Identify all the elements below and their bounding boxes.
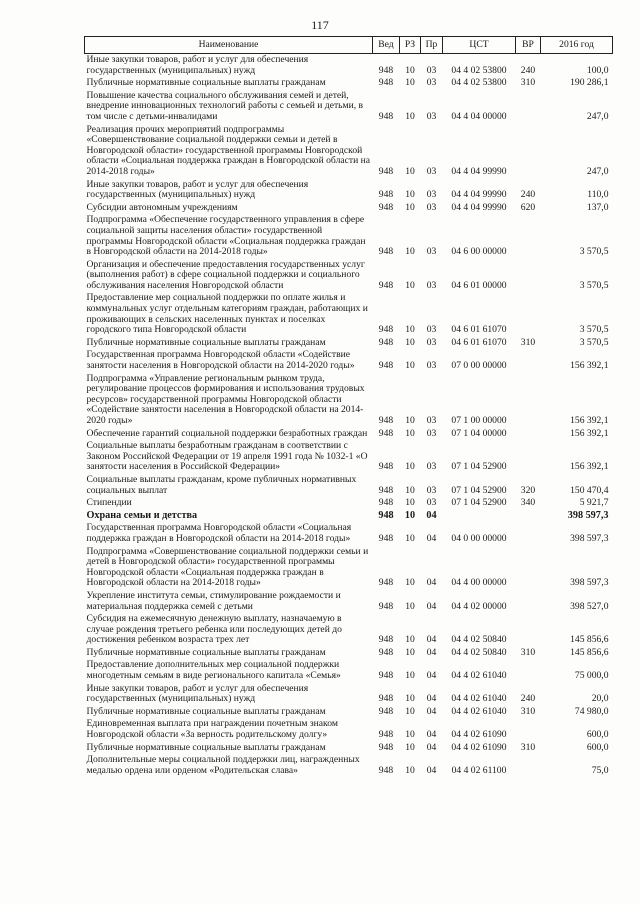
row-rz: 10 xyxy=(405,670,415,682)
row-rz: 10 xyxy=(405,577,415,589)
row-amount: 3 570,5 xyxy=(579,324,609,336)
table-row xyxy=(85,54,613,78)
row-amount: 3 570,5 xyxy=(579,336,609,348)
row-rz: 10 xyxy=(405,279,415,291)
row-amount: 190 286,1 xyxy=(570,77,609,89)
table-row xyxy=(85,742,613,755)
row-cst: 04 6 01 61070 xyxy=(451,324,507,336)
row-name: Подпрограмма «Совершенствование социальной поддержки семьи и детей в Новгородской области» государственной программы Новгородской области «Социальная поддержка граждан в Новгородской области на 2014-2018 годы» xyxy=(86,545,369,589)
row-name: Охрана семьи и детства xyxy=(86,509,198,521)
row-cst: 04 4 02 61100 xyxy=(451,764,507,776)
row-vr: 310 xyxy=(520,77,536,89)
row-cst: 04 4 02 00000 xyxy=(451,600,507,612)
row-name: Иные закупки товаров, работ и услуг для обеспечения государственных (муниципальных) нужд xyxy=(86,54,309,76)
row-vr: 310 xyxy=(520,705,536,717)
row-name: Социальные выплаты гражданам, кроме публичных нормативных социальных выплат xyxy=(86,473,357,496)
row-cst: 07 1 00 00000 xyxy=(451,415,507,426)
row-ved: 948 xyxy=(378,415,394,426)
row-rz: 10 xyxy=(405,634,415,646)
row-vr xyxy=(516,259,541,293)
row-vr xyxy=(516,659,541,682)
row-pr: 04 xyxy=(426,729,437,741)
row-amount: 74 980,0 xyxy=(574,705,609,717)
row-pr: 04 xyxy=(426,693,437,705)
row-pr: 04 xyxy=(426,646,437,658)
row-vr xyxy=(516,510,541,523)
row-rz: 10 xyxy=(405,427,415,439)
row-name: Субсидия на ежемесячную денежную выплату, назначаемую в случае рождения третьего ребенка или последующих детей до достижения ребенком возраста трех лет xyxy=(86,613,342,646)
row-rz: 10 xyxy=(405,532,415,544)
row-pr: 03 xyxy=(426,484,437,496)
row-name: Подпрограмма «Управление региональным рынком труда, регулирование процессов формирования и использования трудовых ресурсов» государственной программы Новгородской области «Содействие занятости населения в Новгородской области на 2014-2020 годы» xyxy=(86,372,365,426)
table-row xyxy=(85,510,613,523)
row-vr: 310 xyxy=(520,336,536,348)
row-vr xyxy=(516,428,541,441)
row-amount: 110,0 xyxy=(587,189,609,201)
row-name: Укрепление института семьи, стимулирование рождаемости и материальная поддержка семей с детьми xyxy=(86,589,341,612)
row-amount: 247,0 xyxy=(586,165,609,177)
header-pr: Пр xyxy=(421,37,443,54)
row-pr: 03 xyxy=(426,64,437,76)
table-row xyxy=(85,754,613,777)
row-ved: 948 xyxy=(378,360,394,372)
table-row xyxy=(85,522,613,545)
row-ved: 948 xyxy=(378,670,394,682)
row-cst: 04 4 02 61090 xyxy=(451,741,507,753)
row-ved: 948 xyxy=(378,764,394,776)
table-row xyxy=(85,202,613,215)
row-cst: 07 0 00 00000 xyxy=(451,360,507,372)
row-name: Субсидии автономным учреждениям xyxy=(86,201,238,213)
row-cst: 04 4 02 50840 xyxy=(451,634,507,646)
row-cst: 07 1 04 00000 xyxy=(451,427,507,439)
row-vr: 340 xyxy=(520,497,536,509)
row-vr xyxy=(516,613,541,647)
table-row xyxy=(85,659,613,682)
table-row xyxy=(85,90,613,124)
row-pr: 04 xyxy=(426,705,437,717)
table-row xyxy=(85,349,613,372)
row-vr xyxy=(516,590,541,613)
row-amount: 600,0 xyxy=(586,741,609,753)
row-rz: 10 xyxy=(405,764,415,776)
table-row xyxy=(85,706,613,719)
row-ved: 948 xyxy=(378,246,394,258)
row-pr: 03 xyxy=(426,360,437,372)
row-rz: 10 xyxy=(405,336,415,348)
table-header-row xyxy=(85,37,613,54)
row-vr xyxy=(516,292,541,336)
row-rz: 10 xyxy=(405,741,415,753)
row-name: Государственная программа Новгородской области «Социальная поддержка граждан в Новгородской области на 2014-2018 годы» xyxy=(86,522,352,544)
row-pr: 04 xyxy=(426,741,437,753)
row-cst: 04 6 00 00000 xyxy=(451,246,507,258)
row-cst: 07 1 04 52900 xyxy=(451,461,507,473)
row-amount: 3 570,5 xyxy=(579,279,609,291)
row-cst: 04 4 04 99990 xyxy=(451,189,507,201)
row-cst: 04 4 00 00000 xyxy=(451,577,507,589)
row-amount: 156 392,1 xyxy=(570,461,609,473)
row-name: Публичные нормативные социальные выплаты гражданам xyxy=(86,741,326,753)
table-row xyxy=(85,590,613,613)
row-cst: 04 4 02 53800 xyxy=(451,64,507,76)
row-vr: 320 xyxy=(520,484,536,496)
row-ved: 948 xyxy=(378,279,394,291)
table-row xyxy=(85,647,613,660)
row-rz: 10 xyxy=(405,729,415,741)
row-pr: 03 xyxy=(426,279,437,291)
row-vr xyxy=(516,124,541,179)
row-rz: 10 xyxy=(405,189,415,201)
row-vr: 620 xyxy=(520,201,536,213)
row-pr: 03 xyxy=(426,415,437,426)
row-amount: 156 392,1 xyxy=(570,415,609,426)
row-name: Публичные нормативные социальные выплаты гражданам xyxy=(86,646,326,658)
row-vr: 310 xyxy=(520,741,536,753)
row-cst: 04 4 02 61090 xyxy=(451,729,507,741)
row-cst: 04 4 04 00000 xyxy=(451,110,507,122)
row-cst: 04 6 01 00000 xyxy=(451,279,507,291)
row-cst: 04 4 02 61040 xyxy=(451,670,507,682)
row-vr: 310 xyxy=(520,646,536,658)
row-rz: 10 xyxy=(405,693,415,705)
row-amount: 247,0 xyxy=(586,110,609,122)
row-amount: 75 000,0 xyxy=(574,670,609,682)
row-amount: 20,0 xyxy=(591,693,609,705)
table-row xyxy=(85,718,613,741)
row-name: Предоставление мер социальной поддержки по оплате жилья и коммунальных услуг отдельным категориям граждан, работающих и проживающих в сельских населенных пунктах и поселках городского типа Новгородской области xyxy=(86,292,368,336)
row-pr: 04 xyxy=(426,532,437,544)
row-pr: 03 xyxy=(426,461,437,473)
row-ved: 948 xyxy=(378,427,394,439)
row-cst: 04 4 02 61040 xyxy=(451,693,507,705)
header-cst: ЦСТ xyxy=(443,37,516,54)
row-pr: 03 xyxy=(426,189,437,201)
row-rz: 10 xyxy=(404,509,416,521)
row-pr: 03 xyxy=(426,427,437,439)
row-ved: 948 xyxy=(378,189,394,201)
row-name: Предоставление дополнительных мер социальной поддержки многодетным семьям в виде регионального капитала «Семья» xyxy=(86,659,341,682)
row-vr xyxy=(516,546,541,590)
row-pr: 03 xyxy=(426,336,437,348)
table-row xyxy=(85,428,613,441)
table-row xyxy=(85,259,613,293)
row-name: Иные закупки товаров, работ и услуг для обеспечения государственных (муниципальных) нужд xyxy=(86,682,309,705)
row-vr xyxy=(516,718,541,741)
row-rz: 10 xyxy=(405,484,415,496)
row-ved: 948 xyxy=(378,461,394,473)
row-rz: 10 xyxy=(405,246,415,258)
row-rz: 10 xyxy=(405,461,415,473)
table-row xyxy=(85,497,613,510)
row-vr xyxy=(516,440,541,474)
row-cst: 07 1 04 52900 xyxy=(451,484,507,496)
row-ved: 948 xyxy=(378,77,394,89)
row-pr: 03 xyxy=(426,497,437,509)
row-vr xyxy=(516,214,541,258)
row-ved: 948 xyxy=(378,705,394,717)
row-ved: 948 xyxy=(378,729,394,741)
row-amount: 3 570,5 xyxy=(579,246,609,258)
page-number: 117 xyxy=(311,18,329,32)
table-row xyxy=(85,214,613,258)
row-rz: 10 xyxy=(405,110,415,122)
row-amount: 156 392,1 xyxy=(570,360,609,372)
row-pr: 04 xyxy=(426,670,437,682)
row-amount: 150 470,4 xyxy=(570,484,609,496)
row-cst: 04 4 02 53800 xyxy=(451,77,507,89)
table-row xyxy=(85,179,613,202)
table-row xyxy=(85,474,613,497)
header-vr: ВР xyxy=(516,37,541,54)
row-rz: 10 xyxy=(405,646,415,658)
row-name: Единовременная выплата при награждении почетным знаком Новгородской области «За верность родительскому долгу» xyxy=(86,718,338,741)
row-amount: 137,0 xyxy=(586,201,609,213)
row-name: Социальные выплаты безработным гражданам в соответствии с Законом Российской Федерации от 19 апреля 1991 года № 1032-1 «О занятости населения в Российской Федерации» xyxy=(86,440,368,473)
row-pr: 03 xyxy=(426,246,437,258)
row-name: Публичные нормативные социальные выплаты гражданам xyxy=(86,705,326,717)
row-pr: 03 xyxy=(426,77,437,89)
row-cst: 04 0 00 00000 xyxy=(451,532,507,544)
row-amount: 398 527,0 xyxy=(570,600,609,612)
row-rz: 10 xyxy=(405,497,415,509)
table-row xyxy=(85,683,613,706)
row-rz: 10 xyxy=(405,600,415,612)
row-ved: 948 xyxy=(378,693,394,705)
row-ved: 948 xyxy=(378,634,394,646)
row-name: Организация и обеспечение предоставления государственных услуг (выполнения работ) в сфере социальной поддержки и социального обслуживания населения Новгородской области xyxy=(86,258,365,291)
row-ved: 948 xyxy=(378,741,394,753)
row-ved: 948 xyxy=(378,324,394,336)
row-ved: 948 xyxy=(378,577,394,589)
row-pr: 03 xyxy=(426,324,437,336)
row-amount: 398 597,3 xyxy=(567,509,609,521)
row-rz: 10 xyxy=(405,324,415,336)
row-cst: 04 4 04 99990 xyxy=(451,165,507,177)
row-cst xyxy=(443,510,516,523)
row-vr: 240 xyxy=(520,189,536,201)
row-ved: 948 xyxy=(378,165,394,177)
row-name: Государственная программа Новгородской области «Содействие занятости населения в Новгородской области на 2014-2020 годы» xyxy=(86,349,355,372)
row-rz: 10 xyxy=(405,64,415,76)
row-amount: 145 856,6 xyxy=(570,646,609,658)
row-vr xyxy=(516,754,541,777)
row-rz: 10 xyxy=(405,77,415,89)
row-rz: 10 xyxy=(405,415,415,426)
row-vr xyxy=(516,90,541,124)
table-row xyxy=(85,373,613,428)
header-name: Наименование xyxy=(85,37,373,54)
budget-table xyxy=(84,36,613,777)
row-vr: 240 xyxy=(520,64,536,76)
row-pr: 04 xyxy=(426,600,437,612)
header-rz: РЗ xyxy=(400,37,421,54)
row-amount: 398 597,3 xyxy=(570,577,609,589)
row-amount: 5 921,7 xyxy=(579,497,609,509)
row-name: Дополнительные меры социальной поддержки лиц, награжденных медалью ордена или орденом «Родительская слава» xyxy=(86,754,360,776)
row-amount: 75,0 xyxy=(591,764,609,776)
row-vr xyxy=(516,373,541,428)
row-amount: 600,0 xyxy=(586,729,609,741)
row-ved: 948 xyxy=(378,336,394,348)
row-cst: 04 4 04 99990 xyxy=(451,201,507,213)
row-amount: 100,0 xyxy=(586,64,609,76)
row-vr: 240 xyxy=(520,693,536,705)
table-row xyxy=(85,292,613,336)
row-amount: 156 392,1 xyxy=(570,427,609,439)
row-name: Обеспечение гарантий социальной поддержки безработных граждан xyxy=(86,427,368,439)
row-pr: 04 xyxy=(426,764,437,776)
table-row xyxy=(85,613,613,647)
table-row xyxy=(85,337,613,350)
row-cst: 04 4 02 50840 xyxy=(451,646,507,658)
header-ved: Вед xyxy=(373,37,400,54)
row-rz: 10 xyxy=(405,165,415,177)
row-name: Стипендии xyxy=(86,497,132,509)
row-amount: 145 856,6 xyxy=(570,634,609,646)
row-pr: 03 xyxy=(426,110,437,122)
row-ved: 948 xyxy=(378,532,394,544)
row-cst: 04 6 01 61070 xyxy=(451,336,507,348)
header-year: 2016 год xyxy=(541,37,613,54)
row-rz: 10 xyxy=(405,201,415,213)
row-cst: 04 4 02 61040 xyxy=(451,705,507,717)
row-pr: 03 xyxy=(426,201,437,213)
row-rz: 10 xyxy=(405,705,415,717)
row-vr xyxy=(516,349,541,372)
row-ved: 948 xyxy=(378,201,394,213)
table-body xyxy=(85,54,613,778)
row-ved: 948 xyxy=(378,484,394,496)
table-row xyxy=(85,77,613,90)
row-name: Публичные нормативные социальные выплаты гражданам xyxy=(86,77,326,89)
row-ved: 948 xyxy=(378,497,394,509)
row-ved: 948 xyxy=(378,646,394,658)
row-amount: 398 597,3 xyxy=(570,532,609,544)
row-name: Подпрограмма «Обеспечение государственного управления в сфере социальной защиты населения области» государственной программы Новгородской области «Социальная поддержка граждан в Новгородской области на 2014-2018 годы» xyxy=(86,214,366,258)
row-ved: 948 xyxy=(378,110,394,122)
table-row xyxy=(85,546,613,590)
row-pr: 04 xyxy=(426,634,437,646)
table-row xyxy=(85,440,613,474)
row-name: Реализация прочих мероприятий подпрограммы «Совершенствование социальной поддержки семьи и детей в Новгородской области» государственной программы Новгородской области «Социальная поддержка граждан в Новгородской области на 2014-2018 годы» xyxy=(86,123,370,177)
row-vr xyxy=(516,522,541,545)
row-name: Повышение качества социального обслуживания семей и детей, внедрение инновационных технологий работы с семьей и детьми, в том числе с детьми-инвалидами xyxy=(86,89,364,122)
row-pr: 03 xyxy=(426,165,437,177)
table-row xyxy=(85,124,613,179)
row-cst: 07 1 04 52900 xyxy=(451,497,507,509)
row-pr: 04 xyxy=(426,577,437,589)
row-name: Иные закупки товаров, работ и услуг для обеспечения государственных (муниципальных) нужд xyxy=(86,178,309,201)
row-ved: 948 xyxy=(378,600,394,612)
row-rz: 10 xyxy=(405,360,415,372)
row-ved: 948 xyxy=(378,509,394,521)
row-pr: 04 xyxy=(426,509,437,521)
row-ved: 948 xyxy=(378,64,394,76)
row-name: Публичные нормативные социальные выплаты гражданам xyxy=(86,336,326,348)
